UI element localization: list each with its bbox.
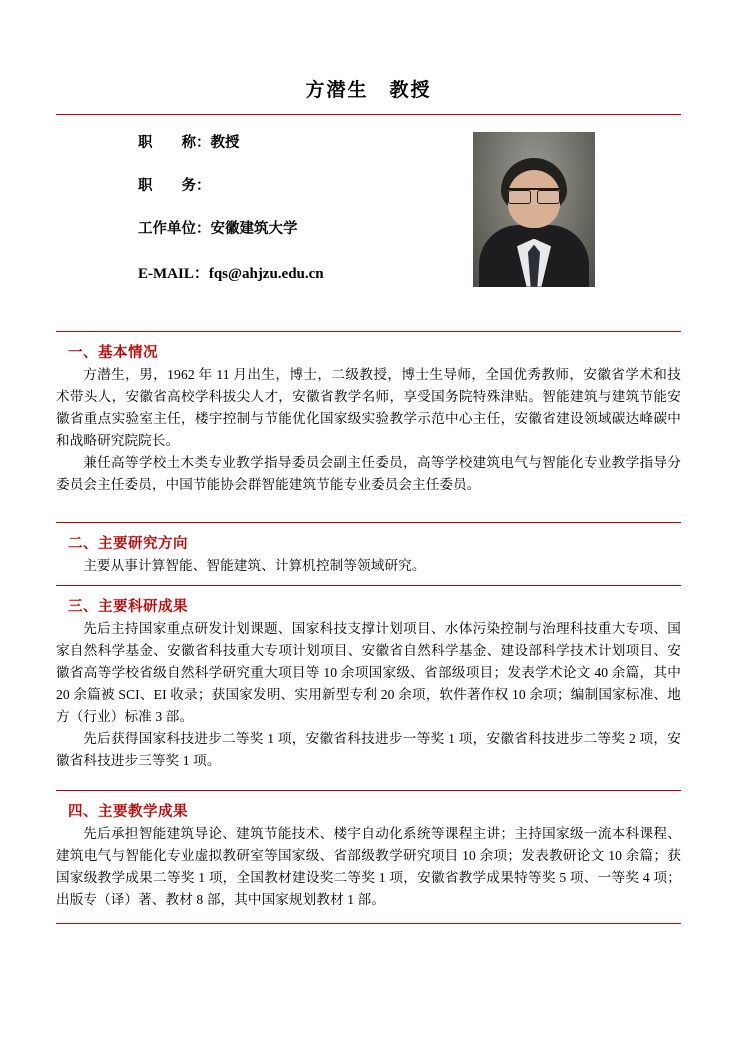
page-title: 方潜生 教授: [305, 80, 432, 101]
section-divider-1: [56, 522, 681, 523]
section-heading-research-directions: 二、主要研究方向: [68, 535, 188, 552]
section-research-achievements-paragraph-1: 先后主持国家重点研发计划课题、国家科技支撑计划项目、水体污染控制与治理科技重大专项、国家自然科学基金、安徽省科技重大专项计划项目、安徽省自然科学基金、建设部科学技术计划项目、安徽省高等学校省级自然科学研究重大项目等 10 余项国家级、省部级项目；发表学术论文 40 余篇，其中 20 余篇被 SCI、EI 收录；获国家发明、实用新型专利 20 余项，软件著作权 10 余项；编制国家标准、地方（行业）标准 3 部。: [56, 620, 681, 724]
portrait-glasses: [507, 188, 561, 203]
profile-row-position: [56, 178, 456, 195]
section-research-directions: [56, 532, 681, 577]
section-divider-bottom: [56, 923, 681, 924]
spacer-after-research-achievements: [56, 772, 681, 790]
section-heading-basic-info: 一、基本情况: [68, 344, 158, 361]
section-research-achievements-paragraph-2: 先后获得国家科技进步二等奖 1 项，安徽省科技进步一等奖 1 项，安徽省科技进步二等奖 2 项，安徽省科技进步三等奖 1 项。: [56, 730, 681, 768]
section-basic-info: [56, 341, 681, 496]
section-teaching-achievements-paragraph-1: 先后承担智能建筑导论、建筑节能技术、楼宇自动化系统等课程主讲；主持国家级一流本科课程、建筑电气与智能化专业虚拟教研室等国家级、省部级教学研究项目 10 余项；发表教研论文 10 余篇；获国家级教学成果二等奖 1 项，全国教材建设奖二等奖 1 项，安徽省教学成果特等奖 5 项、一等奖 4 项；出版专（译）著、教材 8 部，其中国家规划教材 1 部。: [56, 825, 681, 907]
section-heading-teaching-achievements: 四、主要教学成果: [68, 803, 188, 820]
section-divider-3: [56, 790, 681, 791]
profile-value-email: fqs@ahjzu.edu.cn: [208, 265, 324, 282]
section-teaching-achievements: [56, 800, 681, 911]
spacer-after-research-directions: [56, 577, 681, 585]
spacer-after-basic-info: [56, 496, 681, 522]
profile-row-email: [56, 265, 456, 283]
profile-field-list: [56, 135, 456, 283]
profile-row-title: [56, 135, 456, 152]
title-block: [56, 0, 681, 105]
profile-label-institution: 工作单位：: [138, 221, 211, 238]
portrait-photo: [473, 132, 595, 287]
profile-value-institution: 安徽建筑大学: [210, 221, 298, 238]
section-divider-top: [56, 331, 681, 332]
profile-info-block: [56, 115, 681, 331]
profile-label-title: 职 称：: [138, 134, 211, 151]
profile-value-title: 教授: [210, 134, 240, 151]
profile-row-institution: [56, 221, 456, 238]
section-research-directions-paragraph-1: 主要从事计算智能、智能建筑、计算机控制等领域研究。: [83, 557, 426, 573]
section-heading-research-achievements: 三、主要科研成果: [68, 598, 188, 615]
section-divider-2: [56, 585, 681, 586]
section-basic-info-paragraph-1: 方潜生，男，1962 年 11 月出生，博士，二级教授，博士生导师，全国优秀教师，安徽省学术和技术带头人，安徽省高校学科拔尖人才，安徽省教学名师，享受国务院特殊津贴。智能建筑与建筑节能安徽省重点实验室主任，楼宇控制与节能优化国家级实验教学示范中心主任，安徽省建设领域碳达峰碳中和战略研究院院长。: [56, 366, 681, 448]
profile-label-position: 职 务：: [138, 177, 211, 194]
section-research-achievements: [56, 595, 681, 772]
section-basic-info-paragraph-2: 兼任高等学校土木类专业教学指导委员会副主任委员，高等学校建筑电气与智能化专业教学指导分委员会主任委员，中国节能协会群智能建筑节能专业委员会主任委员。: [56, 454, 681, 492]
profile-label-email: E-MAIL：: [138, 265, 209, 282]
